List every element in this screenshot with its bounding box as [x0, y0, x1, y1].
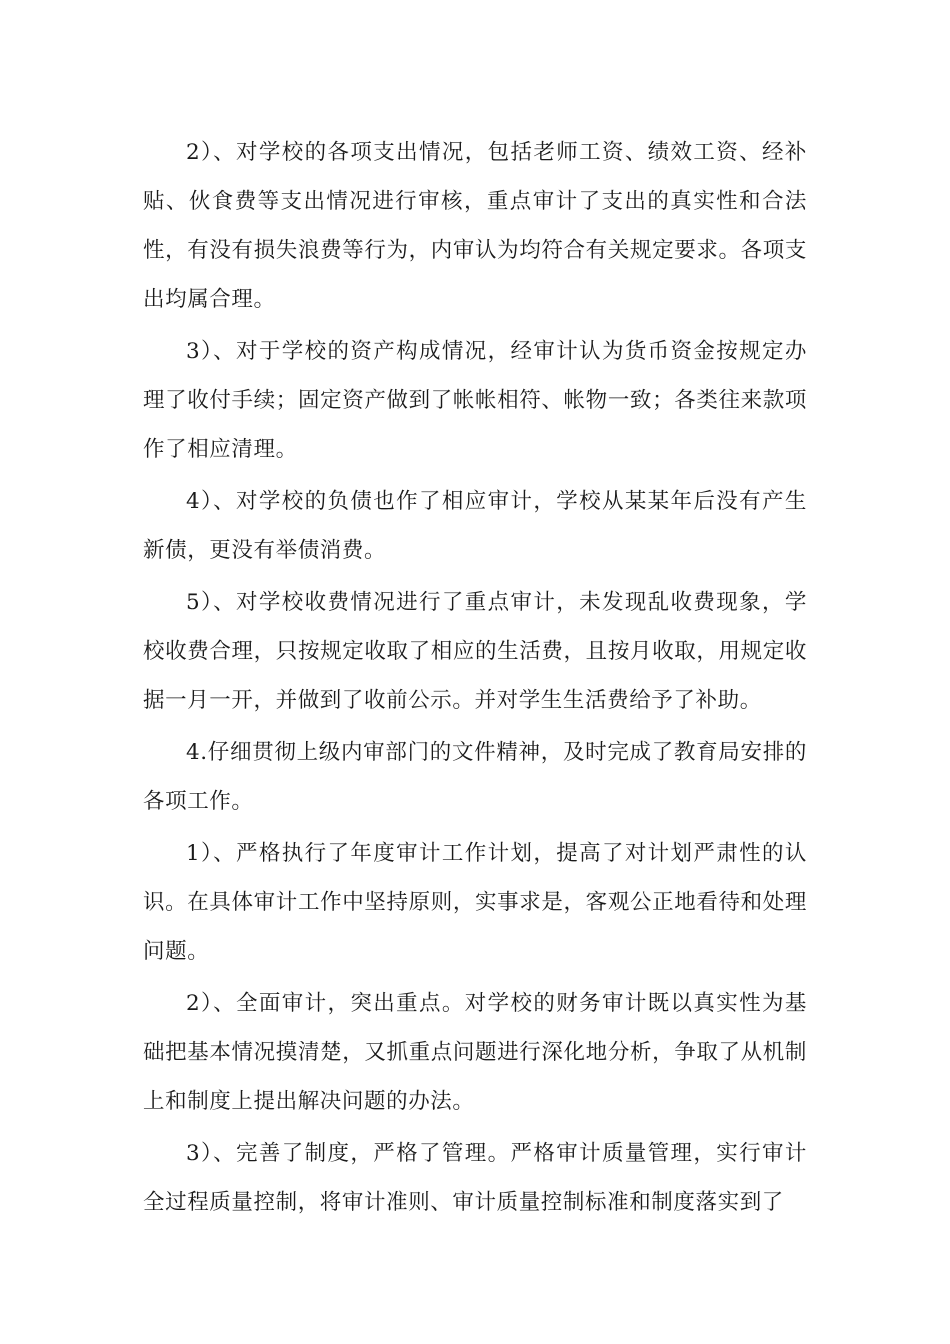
document-body — [143, 128, 807, 1230]
paragraph-comprehensive-audit: 2）、全面审计，突出重点。对学校的财务审计既以真实性为基础把基本情况摸清楚，又抓重点问题进行深化地分析，争取了从机制上和制度上提出解决问题的办法。 — [143, 991, 807, 1114]
paragraph-asset-audit: 3）、对于学校的资产构成情况，经审计认为货币资金按规定办理了收付手续；固定资产做到了帐帐相符、帐物一致；各类往来款项作了相应清理。 — [143, 339, 807, 462]
paragraph-annual-plan: 1）、严格执行了年度审计工作计划，提高了对计划严肃性的认识。在具体审计工作中坚持原则，实事求是，客观公正地看待和处理问题。 — [143, 841, 807, 964]
paragraph-fee-audit: 5）、对学校收费情况进行了重点审计，未发现乱收费现象，学校收费合理，只按规定收取了相应的生活费，且按月收取，用规定收据一月一开，并做到了收前公示。并对学生生活费给予了补助。 — [143, 590, 807, 713]
paragraph-expenditure-audit: 2）、对学校的各项支出情况，包括老师工资、绩效工资、经补贴、伙食费等支出情况进行审核，重点审计了支出的真实性和合法性，有没有损失浪费等行为，内审认为均符合有关规定要求。各项支出均属合理。 — [143, 140, 807, 312]
paragraph-system-improvement: 3）、完善了制度，严格了管理。严格审计质量管理，实行审计全过程质量控制，将审计准则、审计质量控制标准和制度落实到了 — [143, 1141, 807, 1215]
paragraph-liability-audit: 4）、对学校的负债也作了相应审计，学校从某某年后没有产生新债，更没有举债消费。 — [143, 489, 807, 563]
paragraph-section-4-heading: 4.仔细贯彻上级内审部门的文件精神，及时完成了教育局安排的各项工作。 — [143, 740, 807, 814]
